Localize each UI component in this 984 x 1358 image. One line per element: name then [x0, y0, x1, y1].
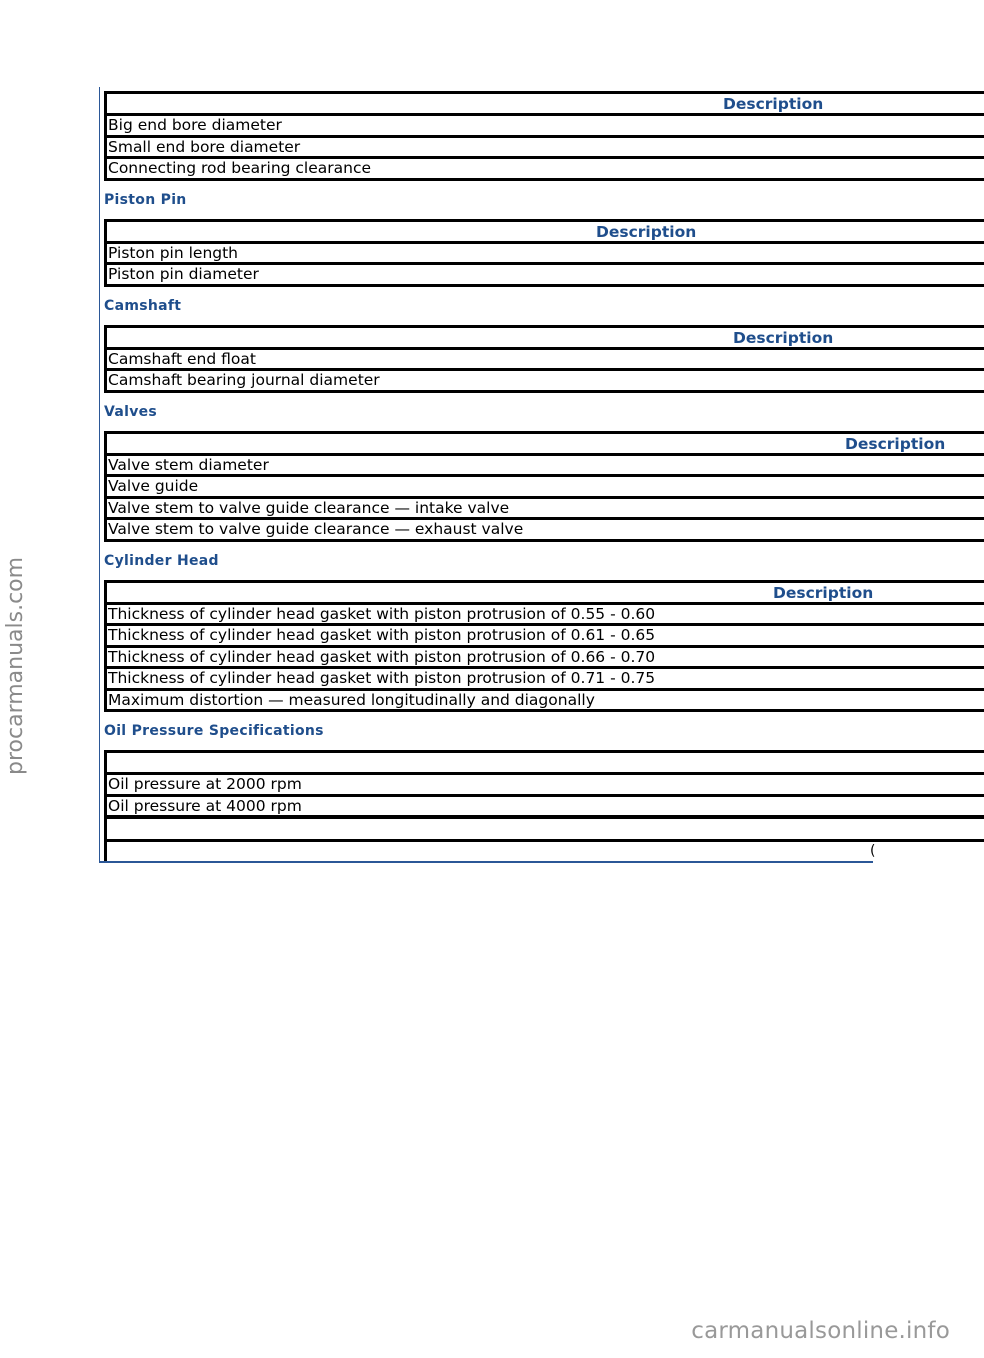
- table-row: Thickness of cylinder head gasket with piston protrusion of 0.71 - 0.75: [104, 669, 984, 691]
- watermark-bottom: carmanualsonline.info: [691, 1318, 950, 1344]
- watermark-left: procarmanuals.com: [3, 556, 28, 775]
- table-header: [104, 583, 984, 605]
- header-description: Description: [773, 583, 874, 602]
- table-row: Big end bore diameter: [104, 116, 984, 138]
- table-row: Oil pressure at 2000 rpm: [104, 775, 984, 797]
- table-header: [104, 328, 984, 350]
- table-row: Connecting rod bearing clearance: [104, 159, 984, 181]
- table-row: Piston pin length: [104, 244, 984, 266]
- table-header: [104, 222, 984, 244]
- header-description: Description: [733, 328, 834, 347]
- oil-pressure-table: [104, 750, 984, 861]
- section-title-oil-pressure: Oil Pressure Specifications: [104, 723, 324, 739]
- cylinder-head-table: [104, 580, 984, 713]
- table-header: [104, 753, 984, 775]
- table-row: Thickness of cylinder head gasket with piston protrusion of 0.61 - 0.65: [104, 626, 984, 648]
- table-row: Thickness of cylinder head gasket with piston protrusion of 0.66 - 0.70: [104, 648, 984, 670]
- header-description: Description: [596, 222, 697, 241]
- piston-pin-table: [104, 219, 984, 287]
- table-row: Valve stem to valve guide clearance — intake valve: [104, 499, 984, 521]
- cut-off-text: (: [870, 843, 876, 859]
- table-row: Camshaft end float: [104, 350, 984, 372]
- table-row: Oil pressure at 4000 rpm: [104, 797, 984, 820]
- table-header: [104, 434, 984, 456]
- section-title-piston-pin: Piston Pin: [104, 191, 187, 208]
- camshaft-table: [104, 325, 984, 393]
- section-title-camshaft: Camshaft: [104, 297, 182, 314]
- table-row: Camshaft bearing journal diameter: [104, 371, 984, 393]
- header-description: Description: [845, 434, 946, 453]
- table-row: Thickness of cylinder head gasket with piston protrusion of 0.55 - 0.60: [104, 605, 984, 627]
- connecting-rod-table: [104, 91, 984, 181]
- section-title-cylinder-head: Cylinder Head: [104, 552, 219, 569]
- section-title-valves: Valves: [104, 403, 158, 420]
- table-row: Valve stem to valve guide clearance — exhaust valve: [104, 520, 984, 542]
- table-row: Valve guide: [104, 477, 984, 499]
- table-header: [104, 94, 984, 116]
- table-row: Valve stem diameter: [104, 456, 984, 478]
- header-description: Description: [723, 95, 824, 113]
- valves-table: [104, 431, 984, 542]
- table-row: Maximum distortion — measured longitudinally and diagonally: [104, 691, 984, 713]
- table-row: Small end bore diameter: [104, 138, 984, 160]
- table-header: [104, 819, 984, 842]
- table-header: [104, 842, 984, 861]
- table-row: Piston pin diameter: [104, 265, 984, 287]
- spec-content: [104, 91, 946, 859]
